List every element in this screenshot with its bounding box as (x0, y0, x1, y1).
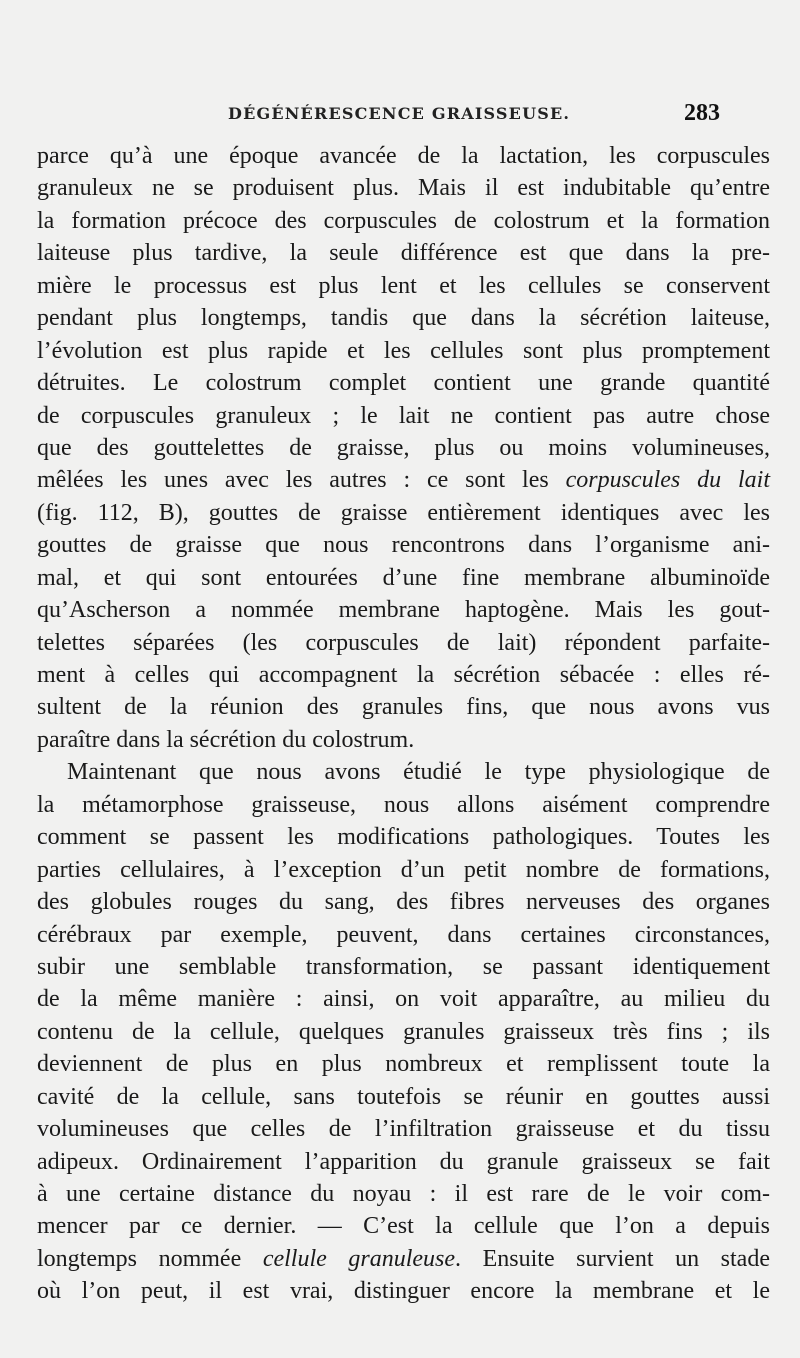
text-line: granuleux ne se produisent plus. Mais il est indubitable qu’entre (37, 175, 770, 202)
text-line (37, 464, 770, 496)
text-line: gouttes de graisse que nous rencontrons dans l’organisme ani- (37, 532, 770, 559)
text-line: mencer par ce dernier. — C’est la cellule que l’on a depuis (37, 1213, 770, 1240)
text-line: volumineuses que celles de l’infiltration graisseuse et du tissu (37, 1116, 770, 1143)
text-line: où l’on peut, il est vrai, distinguer encore la membrane et le (37, 1278, 770, 1305)
text-line: telettes séparées (les corpuscules de lait) répondent parfaite- (37, 629, 770, 656)
text-line: deviennent de plus en plus nombreux et remplissent toute la (37, 1051, 770, 1078)
text-line (37, 1243, 770, 1275)
text-segment: mêlées les unes avec les autres : ce sont les (37, 467, 566, 494)
text-line: parties cellulaires, à l’exception d’un petit nombre de formations, (37, 856, 770, 883)
body-text (37, 140, 770, 1308)
text-line: Maintenant que nous avons étudié le type physiologique de (67, 759, 770, 786)
text-segment: . Ensuite survient un stade (455, 1245, 770, 1272)
page-number: 283 (684, 100, 720, 126)
text-line: contenu de la cellule, quelques granules graisseux très fins ; ils (37, 1018, 770, 1045)
italic-term: corpuscules du lait (565, 467, 770, 494)
text-line: des globules rouges du sang, des fibres nerveuses des organes (37, 889, 770, 916)
text-line: qu’Ascherson a nommée membrane haptogène. Mais les gout- (37, 597, 770, 624)
text-line: adipeux. Ordinairement l’apparition du granule graisseux se fait (37, 1148, 770, 1175)
text-line: détruites. Le colostrum complet contient une grande quantité (37, 370, 770, 397)
text-line: comment se passent les modifications pathologiques. Toutes les (37, 824, 770, 851)
text-line: la formation précoce des corpuscules de colostrum et la formation (37, 207, 770, 234)
page-header (0, 100, 800, 130)
text-line: parce qu’à une époque avancée de la lactation, les corpuscules (37, 143, 770, 169)
text-line: mière le processus est plus lent et les cellules se conservent (37, 272, 770, 299)
text-line: que des gouttelettes de graisse, plus ou moins volumineuses, (37, 434, 770, 461)
text-segment: longtemps nommée (37, 1245, 263, 1272)
text-line: (fig. 112, B), gouttes de graisse entièrement identiques avec les (37, 499, 770, 526)
text-line: subir une semblable transformation, se passant identiquement (37, 953, 770, 980)
text-line: de corpuscules granuleux ; le lait ne contient pas autre chose (37, 402, 770, 429)
text-line: paraître dans la sécrétion du colostrum. (37, 726, 415, 753)
running-head: DÉGÉNÉRESCENCE GRAISSEUSE. (228, 104, 571, 123)
text-line: pendant plus longtemps, tandis que dans la sécrétion laiteuse, (37, 305, 770, 332)
text-line: ment à celles qui accompagnent la sécrétion sébacée : elles ré- (37, 662, 770, 688)
text-line: mal, et qui sont entourées d’une fine membrane albuminoïde (37, 564, 770, 591)
text-line: sultent de la réunion des granules fins, que nous avons vus (37, 694, 770, 721)
text-line: cérébraux par exemple, peuvent, dans certaines circonstances, (37, 921, 770, 948)
text-line: cavité de la cellule, sans toutefois se réunir en gouttes aussi (37, 1083, 770, 1110)
text-line: laiteuse plus tardive, la seule différence est que dans la pre- (37, 240, 770, 267)
text-line: à une certaine distance du noyau : il est rare de le voir com- (37, 1181, 770, 1207)
text-line: la métamorphose graisseuse, nous allons aisément comprendre (37, 791, 770, 818)
text-line: de la même manière : ainsi, on voit apparaître, au milieu du (37, 986, 770, 1013)
text-line: l’évolution est plus rapide et les cellules sont plus promptement (37, 337, 770, 364)
italic-term: cellule granuleuse (262, 1245, 456, 1272)
